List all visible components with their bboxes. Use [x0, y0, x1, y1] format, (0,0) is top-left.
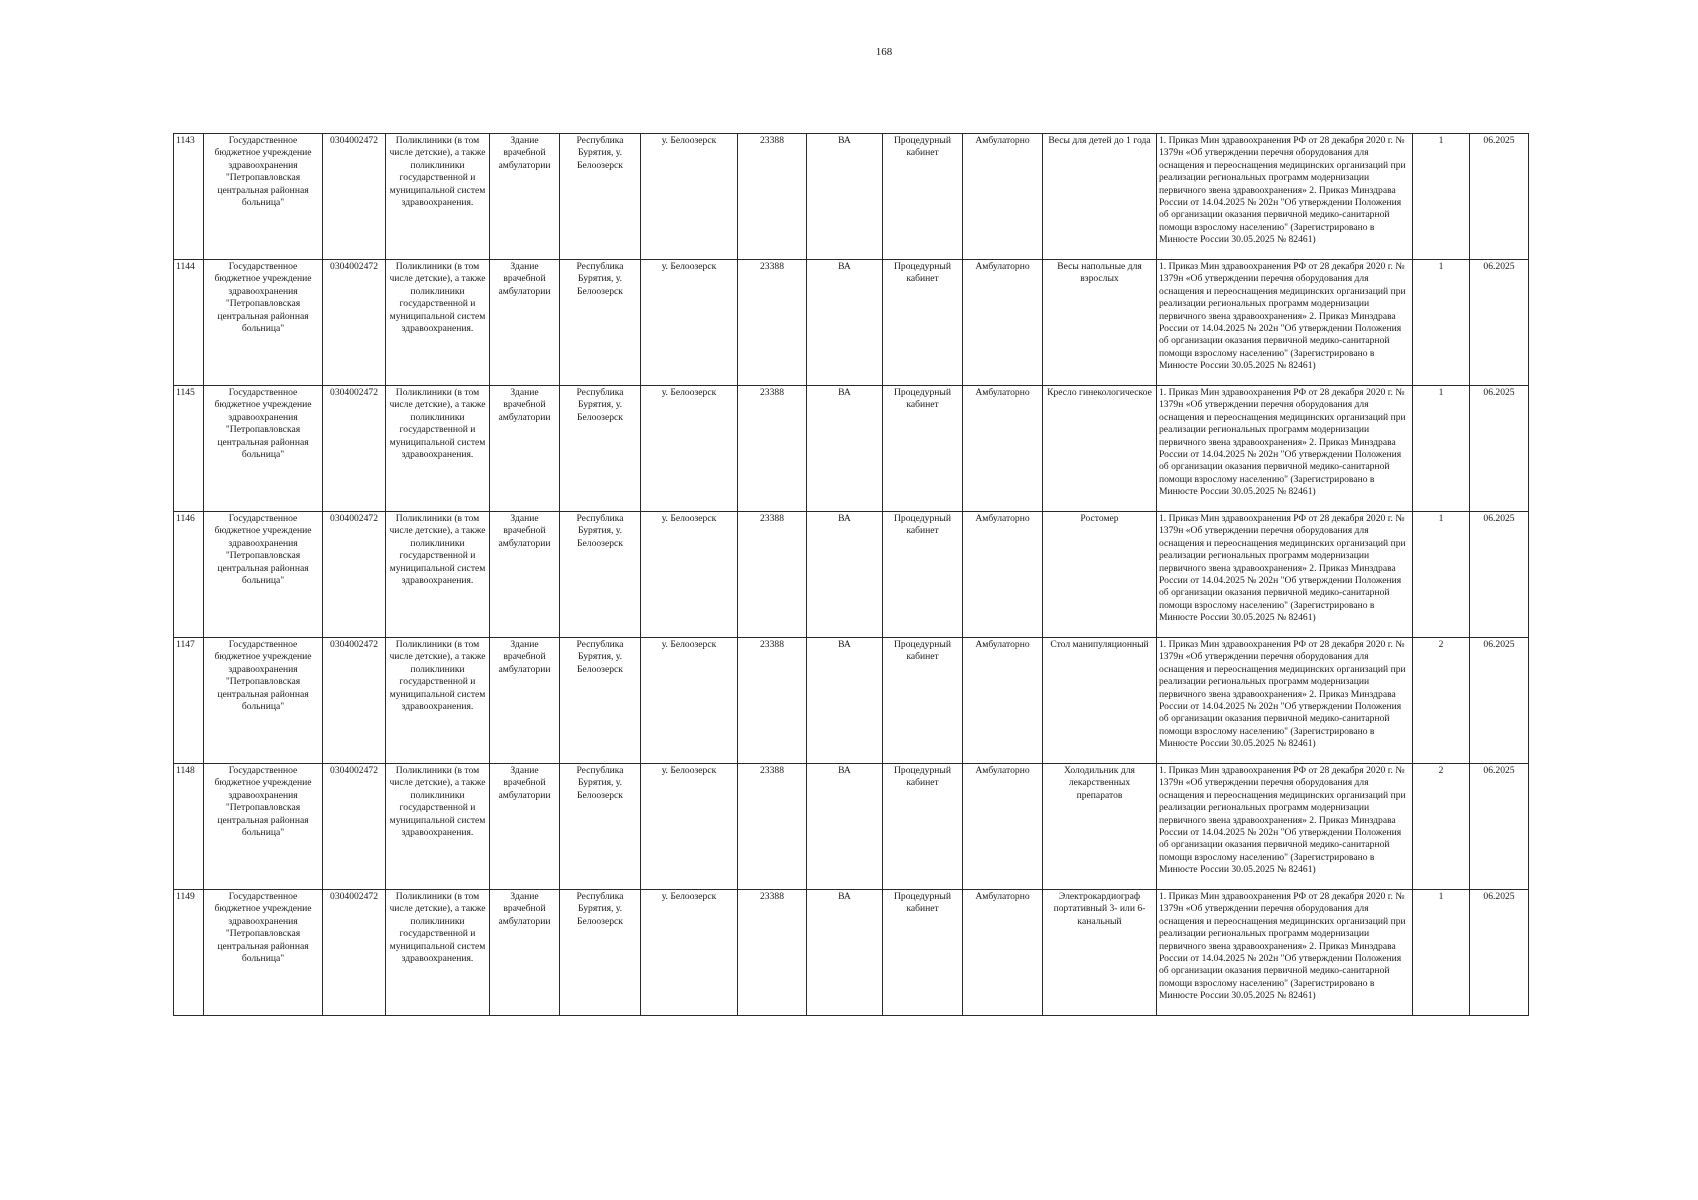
facility-category-cell: ВА — [807, 512, 883, 638]
care-form-cell: Амбулаторно — [963, 512, 1043, 638]
settlement-cell: у. Белоозерск — [641, 890, 738, 1016]
row-number-cell: 1148 — [174, 764, 204, 890]
region-address-cell: Республика Бурятия, у. Белоозерск — [560, 260, 641, 386]
equipment-table — [173, 133, 1529, 1016]
facility-type-cell: Поликлиники (в том числе детские), а также поликлиники государственной и муниципальной систем здравоохранения. — [386, 890, 490, 1016]
equipment-name-cell: Электрокардиограф портативный 3- или 6-канальный — [1043, 890, 1157, 1016]
organization-name-cell: Государственное бюджетное учреждение здравоохранения "Петропавловская центральная районная больница" — [204, 764, 323, 890]
row-number-cell: 1149 — [174, 890, 204, 1016]
due-date-cell: 06.2025 — [1470, 764, 1529, 890]
organization-name-cell: Государственное бюджетное учреждение здравоохранения "Петропавловская центральная районная больница" — [204, 890, 323, 1016]
settlement-cell: у. Белоозерск — [641, 764, 738, 890]
facility-category-cell: ВА — [807, 890, 883, 1016]
facility-type-cell: Поликлиники (в том числе детские), а также поликлиники государственной и муниципальной систем здравоохранения. — [386, 386, 490, 512]
legal-basis-cell: 1. Приказ Мин здравоохранения РФ от 28 декабря 2020 г. № 1379н «Об утверждении перечня оборудования для оснащения и переоснащения медицинских организаций при реализации региональных программ модернизации первичного звена здравоохранения» 2. Приказ Минздрава России от 14.04.2025 № 202н "Об утверждении Положения об организации оказания первичной медико-санитарной помощи взрослому населению" (Зарегистрировано в Минюсте России 30.05.2025 № 82461) — [1157, 260, 1413, 386]
table-body — [174, 134, 1529, 1016]
row-number-cell: 1144 — [174, 260, 204, 386]
facility-category-cell: ВА — [807, 386, 883, 512]
inn-code-cell: 0304002472 — [323, 764, 386, 890]
oktmo-code-cell: 23388 — [738, 638, 807, 764]
region-address-cell: Республика Бурятия, у. Белоозерск — [560, 134, 641, 260]
facility-category-cell: ВА — [807, 638, 883, 764]
care-form-cell: Амбулаторно — [963, 890, 1043, 1016]
facility-category-cell: ВА — [807, 260, 883, 386]
organization-name-cell: Государственное бюджетное учреждение здравоохранения "Петропавловская центральная районная больница" — [204, 386, 323, 512]
equipment-name-cell: Стол манипуляционный — [1043, 638, 1157, 764]
oktmo-code-cell: 23388 — [738, 260, 807, 386]
facility-category-cell: ВА — [807, 764, 883, 890]
equipment-name-cell: Весы для детей до 1 года — [1043, 134, 1157, 260]
inn-code-cell: 0304002472 — [323, 512, 386, 638]
oktmo-code-cell: 23388 — [738, 764, 807, 890]
table-row — [174, 260, 1529, 386]
equipment-name-cell: Весы напольные для взрослых — [1043, 260, 1157, 386]
building-name-cell: Здание врачебной амбулатории — [490, 134, 560, 260]
due-date-cell: 06.2025 — [1470, 512, 1529, 638]
settlement-cell: у. Белоозерск — [641, 260, 738, 386]
room-name-cell: Процедурный кабинет — [883, 890, 963, 1016]
building-name-cell: Здание врачебной амбулатории — [490, 638, 560, 764]
quantity-cell: 1 — [1413, 890, 1470, 1016]
legal-basis-cell: 1. Приказ Мин здравоохранения РФ от 28 декабря 2020 г. № 1379н «Об утверждении перечня оборудования для оснащения и переоснащения медицинских организаций при реализации региональных программ модернизации первичного звена здравоохранения» 2. Приказ Минздрава России от 14.04.2025 № 202н "Об утверждении Положения об организации оказания первичной медико-санитарной помощи взрослому населению" (Зарегистрировано в Минюсте России 30.05.2025 № 82461) — [1157, 890, 1413, 1016]
organization-name-cell: Государственное бюджетное учреждение здравоохранения "Петропавловская центральная районная больница" — [204, 260, 323, 386]
table-row — [174, 638, 1529, 764]
room-name-cell: Процедурный кабинет — [883, 512, 963, 638]
oktmo-code-cell: 23388 — [738, 134, 807, 260]
room-name-cell: Процедурный кабинет — [883, 638, 963, 764]
inn-code-cell: 0304002472 — [323, 890, 386, 1016]
quantity-cell: 1 — [1413, 512, 1470, 638]
legal-basis-cell: 1. Приказ Мин здравоохранения РФ от 28 декабря 2020 г. № 1379н «Об утверждении перечня оборудования для оснащения и переоснащения медицинских организаций при реализации региональных программ модернизации первичного звена здравоохранения» 2. Приказ Минздрава России от 14.04.2025 № 202н "Об утверждении Положения об организации оказания первичной медико-санитарной помощи взрослому населению" (Зарегистрировано в Минюсте России 30.05.2025 № 82461) — [1157, 512, 1413, 638]
due-date-cell: 06.2025 — [1470, 386, 1529, 512]
building-name-cell: Здание врачебной амбулатории — [490, 512, 560, 638]
room-name-cell: Процедурный кабинет — [883, 260, 963, 386]
care-form-cell: Амбулаторно — [963, 386, 1043, 512]
quantity-cell: 1 — [1413, 260, 1470, 386]
region-address-cell: Республика Бурятия, у. Белоозерск — [560, 764, 641, 890]
region-address-cell: Республика Бурятия, у. Белоозерск — [560, 512, 641, 638]
row-number-cell: 1143 — [174, 134, 204, 260]
due-date-cell: 06.2025 — [1470, 260, 1529, 386]
legal-basis-cell: 1. Приказ Мин здравоохранения РФ от 28 декабря 2020 г. № 1379н «Об утверждении перечня оборудования для оснащения и переоснащения медицинских организаций при реализации региональных программ модернизации первичного звена здравоохранения» 2. Приказ Минздрава России от 14.04.2025 № 202н "Об утверждении Положения об организации оказания первичной медико-санитарной помощи взрослому населению" (Зарегистрировано в Минюсте России 30.05.2025 № 82461) — [1157, 764, 1413, 890]
oktmo-code-cell: 23388 — [738, 512, 807, 638]
inn-code-cell: 0304002472 — [323, 386, 386, 512]
oktmo-code-cell: 23388 — [738, 890, 807, 1016]
organization-name-cell: Государственное бюджетное учреждение здравоохранения "Петропавловская центральная районная больница" — [204, 512, 323, 638]
inn-code-cell: 0304002472 — [323, 134, 386, 260]
building-name-cell: Здание врачебной амбулатории — [490, 890, 560, 1016]
table-row — [174, 890, 1529, 1016]
due-date-cell: 06.2025 — [1470, 890, 1529, 1016]
quantity-cell: 2 — [1413, 638, 1470, 764]
equipment-name-cell: Холодильник для лекарственных препаратов — [1043, 764, 1157, 890]
region-address-cell: Республика Бурятия, у. Белоозерск — [560, 638, 641, 764]
oktmo-code-cell: 23388 — [738, 386, 807, 512]
quantity-cell: 1 — [1413, 134, 1470, 260]
due-date-cell: 06.2025 — [1470, 638, 1529, 764]
legal-basis-cell: 1. Приказ Мин здравоохранения РФ от 28 декабря 2020 г. № 1379н «Об утверждении перечня оборудования для оснащения и переоснащения медицинских организаций при реализации региональных программ модернизации первичного звена здравоохранения» 2. Приказ Минздрава России от 14.04.2025 № 202н "Об утверждении Положения об организации оказания первичной медико-санитарной помощи взрослому населению" (Зарегистрировано в Минюсте России 30.05.2025 № 82461) — [1157, 386, 1413, 512]
page-number: 168 — [875, 46, 893, 58]
quantity-cell: 2 — [1413, 764, 1470, 890]
building-name-cell: Здание врачебной амбулатории — [490, 260, 560, 386]
room-name-cell: Процедурный кабинет — [883, 134, 963, 260]
legal-basis-cell: 1. Приказ Мин здравоохранения РФ от 28 декабря 2020 г. № 1379н «Об утверждении перечня оборудования для оснащения и переоснащения медицинских организаций при реализации региональных программ модернизации первичного звена здравоохранения» 2. Приказ Минздрава России от 14.04.2025 № 202н "Об утверждении Положения об организации оказания первичной медико-санитарной помощи взрослому населению" (Зарегистрировано в Минюсте России 30.05.2025 № 82461) — [1157, 638, 1413, 764]
due-date-cell: 06.2025 — [1470, 134, 1529, 260]
inn-code-cell: 0304002472 — [323, 638, 386, 764]
care-form-cell: Амбулаторно — [963, 764, 1043, 890]
organization-name-cell: Государственное бюджетное учреждение здравоохранения "Петропавловская центральная районная больница" — [204, 134, 323, 260]
settlement-cell: у. Белоозерск — [641, 134, 738, 260]
table-row — [174, 512, 1529, 638]
settlement-cell: у. Белоозерск — [641, 386, 738, 512]
facility-type-cell: Поликлиники (в том числе детские), а также поликлиники государственной и муниципальной систем здравоохранения. — [386, 134, 490, 260]
settlement-cell: у. Белоозерск — [641, 638, 738, 764]
room-name-cell: Процедурный кабинет — [883, 386, 963, 512]
table-row — [174, 134, 1529, 260]
facility-type-cell: Поликлиники (в том числе детские), а также поликлиники государственной и муниципальной систем здравоохранения. — [386, 764, 490, 890]
settlement-cell: у. Белоозерск — [641, 512, 738, 638]
organization-name-cell: Государственное бюджетное учреждение здравоохранения "Петропавловская центральная районная больница" — [204, 638, 323, 764]
care-form-cell: Амбулаторно — [963, 260, 1043, 386]
facility-type-cell: Поликлиники (в том числе детские), а также поликлиники государственной и муниципальной систем здравоохранения. — [386, 638, 490, 764]
facility-type-cell: Поликлиники (в том числе детские), а также поликлиники государственной и муниципальной систем здравоохранения. — [386, 512, 490, 638]
quantity-cell: 1 — [1413, 386, 1470, 512]
building-name-cell: Здание врачебной амбулатории — [490, 386, 560, 512]
table-row — [174, 764, 1529, 890]
table-row — [174, 386, 1529, 512]
legal-basis-cell: 1. Приказ Мин здравоохранения РФ от 28 декабря 2020 г. № 1379н «Об утверждении перечня оборудования для оснащения и переоснащения медицинских организаций при реализации региональных программ модернизации первичного звена здравоохранения» 2. Приказ Минздрава России от 14.04.2025 № 202н "Об утверждении Положения об организации оказания первичной медико-санитарной помощи взрослому населению" (Зарегистрировано в Минюсте России 30.05.2025 № 82461) — [1157, 134, 1413, 260]
facility-type-cell: Поликлиники (в том числе детские), а также поликлиники государственной и муниципальной систем здравоохранения. — [386, 260, 490, 386]
building-name-cell: Здание врачебной амбулатории — [490, 764, 560, 890]
room-name-cell: Процедурный кабинет — [883, 764, 963, 890]
equipment-name-cell: Ростомер — [1043, 512, 1157, 638]
row-number-cell: 1145 — [174, 386, 204, 512]
row-number-cell: 1146 — [174, 512, 204, 638]
facility-category-cell: ВА — [807, 134, 883, 260]
equipment-name-cell: Кресло гинекологическое — [1043, 386, 1157, 512]
region-address-cell: Республика Бурятия, у. Белоозерск — [560, 890, 641, 1016]
inn-code-cell: 0304002472 — [323, 260, 386, 386]
region-address-cell: Республика Бурятия, у. Белоозерск — [560, 386, 641, 512]
care-form-cell: Амбулаторно — [963, 638, 1043, 764]
care-form-cell: Амбулаторно — [963, 134, 1043, 260]
row-number-cell: 1147 — [174, 638, 204, 764]
